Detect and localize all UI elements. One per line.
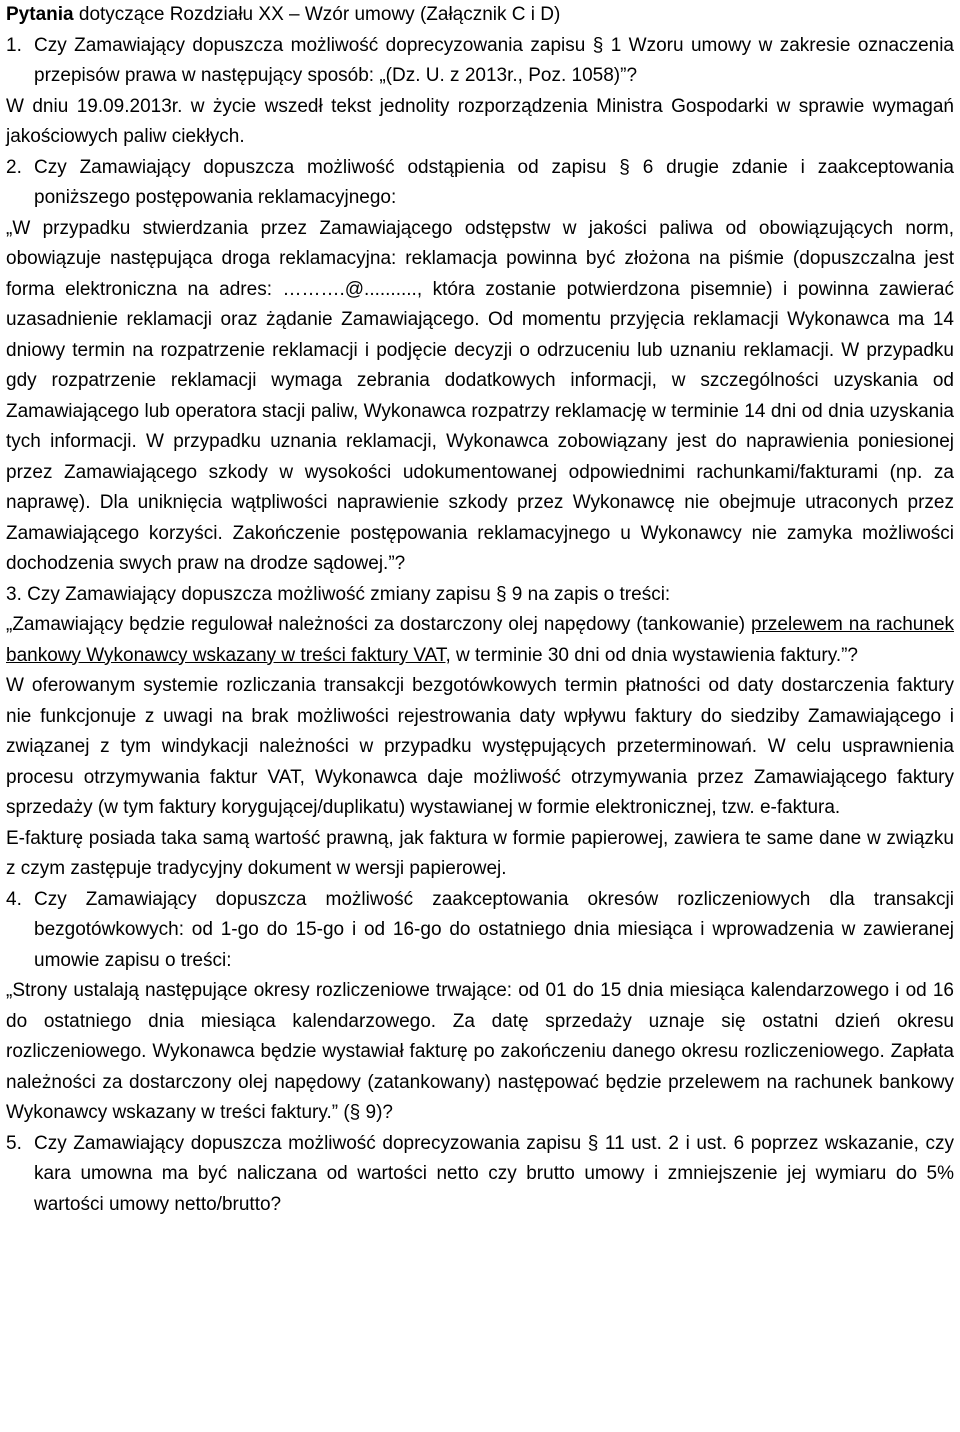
section-title — [6, 0, 954, 31]
quote-start: „Zamawiający będzie regulował należności za dostarczony olej napędowy (tankowanie) — [6, 614, 752, 635]
quote-underlined: przelewem na rachunek bankowy Wykonawcy wskazany w treści faktury VAT — [6, 614, 955, 666]
question-4 — [6, 885, 954, 977]
question-3-quote — [6, 610, 954, 671]
question-1 — [6, 31, 954, 92]
question-2-number: 2. — [6, 156, 22, 178]
quote-end: , w terminie 30 dni od dnia wystawienia faktury.”? — [445, 644, 859, 666]
question-5-number: 5. — [6, 1132, 22, 1154]
question-5-text: Czy Zamawiający dopuszcza możliwość doprecyzowania zapisu § 11 ust. 2 i ust. 6 poprzez wskazanie, czy kara umowna ma być naliczana od wartości netto czy brutto umowy i zmniejszenie jej wymiaru do 5% wartości umowy netto/brutto? — [34, 1132, 954, 1215]
question-4-text: Czy Zamawiający dopuszcza możliwość zaakceptowania okresów rozliczeniowych dla transakcji bezgotówkowych: od 1-go do 15-go i od 16-go do ostatniego dnia miesiąca i wprowadzenia w zawieranej umowie zapisu o treści: — [34, 888, 954, 971]
question-1-number: 1. — [6, 34, 22, 56]
question-5 — [6, 1129, 954, 1221]
title-rest: dotyczące Rozdziału XX – Wzór umowy (Załącznik C i D) — [73, 4, 561, 25]
question-1-text: Czy Zamawiający dopuszcza możliwość doprecyzowania zapisu § 1 Wzoru umowy w zakresie oznaczenia przepisów prawa w następujący sposób: „(Dz. U. z 2013r., Poz. 1058)”? — [34, 34, 954, 86]
answer-1: W dniu 19.09.2013r. w życie wszedł tekst jednolity rozporządzenia Ministra Gospodarki w sprawie wymagań jakościowych paliw ciekłych. — [6, 95, 954, 147]
question-3-text: 3. Czy Zamawiający dopuszcza możliwość zmiany zapisu § 9 na zapis o treści: — [6, 583, 671, 605]
answer-3-paragraph-1: W oferowanym systemie rozliczania transakcji bezgotówkowych termin płatności od daty dostarczenia faktury nie funkcjonuje z uwagi na brak możliwości rejestrowania daty wpływu faktury do siedziby Zamawiającego i związanej z tym windykacji należności w przypadku występujących przeterminowań. W celu usprawnienia procesu otrzymywania faktur VAT, Wykonawca daje możliwość otrzymywania przez Zamawiającego faktury sprzedaży (w tym faktury korygującej/duplikatu) wystawianej w formie elektronicznej, tzw. e-faktura. — [6, 675, 954, 818]
title-bold: Pytania — [6, 4, 74, 25]
question-2-quote: „W przypadku stwierdzania przez Zamawiającego odstępstw w jakości paliwa od obowiązujących norm, obowiązuje następująca droga reklamacyjna: reklamacja powinna być złożona na piśmie (dopuszczalna jest forma elektroniczna na adres: ……….@.........., która zostanie potwierdzona pisemnie) i powinna zawierać uzasadnienie reklamacji oraz żądanie Zamawiającego. Od momentu przyjęcia reklamacji Wykonawca ma 14 dniowy termin na rozpatrzenie reklamacji i podjęcie decyzji o odrzuceniu lub uznaniu reklamacji. W przypadku gdy rozpatrzenie reklamacji wymaga zebrania dodatkowych informacji, w szczególności uzyskania od Zamawiającego lub operatora stacji paliw, Wykonawca rozpatrzy reklamację w terminie 14 dni od dnia uzyskania tych informacji. W przypadku uznania reklamacji, Wykonawca zobowiązany jest do naprawienia poniesionej przez Zamawiającego szkody w wysokości udokumentowanej odpowiednimi rachunkami/fakturami (np. za naprawę). Dla uniknięcia wątpliwości naprawienie szkody przez Wykonawcę nie obejmuje utraconych przez Zamawiającego korzyści. Zakończenie postępowania reklamacyjnego u Wykonawcy nie zamyka możliwości dochodzenia swych praw na drodze sądowej.”? — [6, 217, 954, 574]
answer-3-paragraph-2: E-fakturę posiada taka samą wartość prawną, jak faktura w formie papierowej, zawiera te same dane w związku z czym zastępuje tradycyjny dokument w wersji papierowej. — [6, 827, 954, 879]
question-4-quote: „Strony ustalają następujące okresy rozliczeniowe trwające: od 01 do 15 dnia miesiąca kalendarzowego i od 16 do ostatniego dnia miesiąca kalendarzowego. Za datę sprzedaży uznaje się ostatni dzień okresu rozliczeniowego. Wykonawca będzie wystawiał fakturę po zakończeniu danego okresu rozliczeniowego. Zapłata należności za dostarczony olej napędowy (zatankowany) następować będzie przelewem na rachunek bankowy Wykonawcy wskazany w treści faktury.” (§ 9)? — [6, 980, 954, 1123]
question-2-text: Czy Zamawiający dopuszcza możliwość odstąpienia od zapisu § 6 drugie zdanie i zaakceptowania poniższego postępowania reklamacyjnego: — [34, 156, 954, 208]
question-4-number: 4. — [6, 888, 22, 910]
question-2 — [6, 153, 954, 214]
